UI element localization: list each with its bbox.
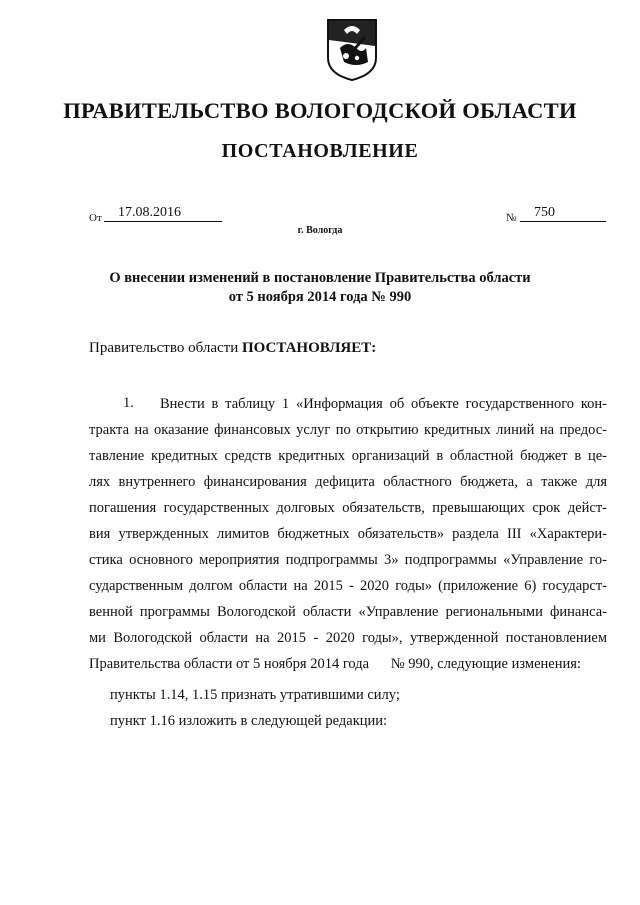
preamble [89, 340, 376, 357]
item-line: венной программы Вологодской области «Управление региональными финанса- [89, 604, 607, 620]
document-type: ПОСТАНОВЛЕНИЕ [221, 140, 419, 162]
subject-line-2: от 5 ноября 2014 года № 990 [228, 289, 412, 305]
item-line: стика основного мероприятия подпрограммы 3» подпрограммы «Управление го- [89, 552, 607, 568]
item-line: тавление кредитных средств кредитных организаций в областной бюджет в це- [89, 448, 607, 464]
government-title: ПРАВИТЕЛЬСТВО ВОЛОГОДСКОЙ ОБЛАСТИ [63, 98, 577, 123]
document-subject [0, 269, 640, 307]
item-line: сударственным долгом области на 2015 - 2020 годы» (приложение 6) государст- [89, 578, 607, 594]
amendment-paragraph: пункт 1.16 изложить в следующей редакции: [110, 713, 388, 729]
subject-line-1: О внесении изменений в постановление Правительства области [109, 270, 531, 286]
item-line: погашения государственных долговых обязательств, превышающих срок дейст- [89, 500, 607, 516]
amendment-paragraph: пункты 1.14, 1.15 признать утратившими силу; [110, 687, 400, 703]
item-line: вия утвержденных лимитов бюджетных обязательств» раздела III «Характери- [89, 526, 607, 542]
number-prefix: № [506, 212, 517, 224]
item-number: 1. [123, 395, 134, 411]
item-line: тракта на оказание финансовых услуг по открытию кредитных линий на предос- [89, 422, 607, 438]
preamble-text: Правительство области [89, 340, 242, 356]
item-line: ми Вологодской области на 2015 - 2020 годы», утвержденной постановлением [89, 630, 607, 646]
item-line: Правительства области от 5 ноября 2014 года № 990, следующие изменения: [89, 656, 581, 672]
document-number: 750 [520, 205, 606, 222]
document-date: 17.08.2016 [104, 205, 222, 222]
date-prefix: От [89, 212, 102, 224]
city-label: г. Вологда [297, 225, 343, 236]
item-line: Внести в таблицу 1 «Информация об объекте государственного кон- [160, 396, 607, 412]
coat-of-arms-emblem [326, 18, 378, 82]
item-line: лях внутреннего финансирования дефицита областного бюджета, а также для [89, 474, 607, 490]
preamble-bold: ПОСТАНОВЛЯЕТ: [241, 340, 377, 356]
